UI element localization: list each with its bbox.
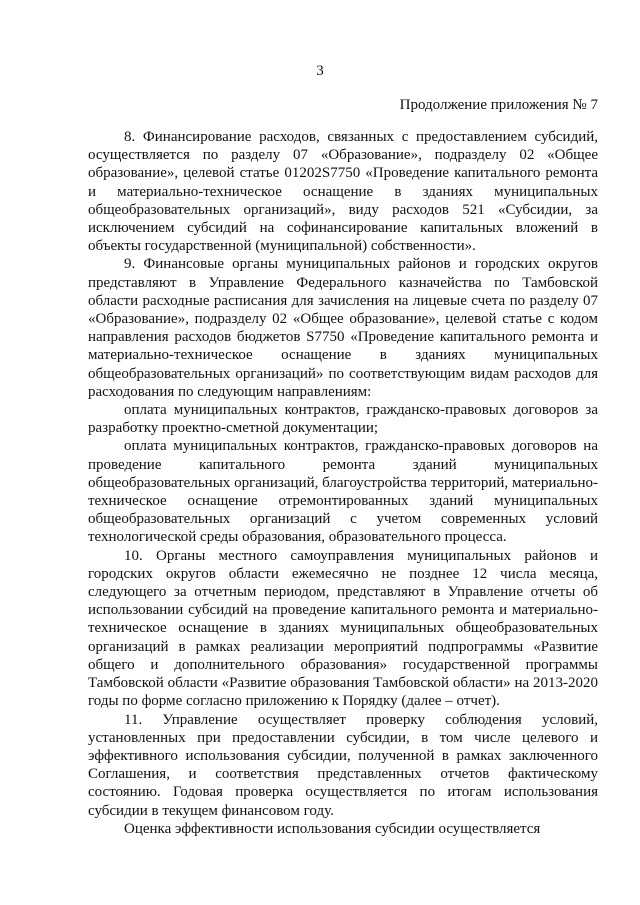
appendix-continuation-note: Продолжение приложения № 7 xyxy=(399,97,598,113)
paragraph-11: 11. Управление осуществляет проверку соблюдения условий, установленных при предоставлении субсидии, в том числе целевого и эффективного использования субсидии, полученной в рамках заключенного Соглашения, и соответствия представленных отчетов фактическому состоянию. Годовая проверка осуществляется по итогам использования субсидии в текущем финансовом году. xyxy=(88,711,598,819)
page-number: 3 xyxy=(316,63,324,79)
paragraph-9: 9. Финансовые органы муниципальных районов и городских округов представляют в Управление Федерального казначейства по Тамбовской области расходные расписания для зачисления на лицевые счета по разделу 07 «Образование», подразделу 02 «Общее образование», целевой статье с кодом направления расходов бюджетов S7750 «Проведение капитального ремонта и материально-техническое оснащение в зданиях муниципальных общеобразовательных организаций» по соответствующим видам расходов для расходования по следующим направлениям: xyxy=(88,256,598,400)
paragraph-9-item-2: оплата муниципальных контрактов, гражданско-правовых договоров на проведение капитального ремонта зданий муниципальных общеобразовательных организаций, благоустройства территорий, материально-техническое оснащение отремонтированных зданий муниципальных общеобразовательных организаций с учетом современных условий технологической среды образования, образовательного процесса. xyxy=(88,438,598,546)
paragraph-10: 10. Органы местного самоуправления муниципальных районов и городских округов области ежемесячно не позднее 12 числа месяца, следующего за отчетным периодом, представляют в Управление отчеты об использовании субсидий на проведение капитального ремонта и материально-техническое оснащение в зданиях муниципальных общеобразовательных организаций в рамках реализации мероприятий подпрограммы «Развитие общего и дополнительного образования» государственной программы Тамбовской области «Развитие образования Тамбовской области» на 2013-2020 годы по форме согласно приложению к Порядку (далее – отчет). xyxy=(88,547,598,710)
paragraph-8: 8. Финансирование расходов, связанных с предоставлением субсидий, осуществляется по разделу 07 «Образование», подразделу 02 «Общее образование», целевой статье 01202S7750 «Проведение капитального ремонта и материально-техническое оснащение в зданиях муниципальных общеобразовательных организаций», виду расходов 521 «Субсидии, за исключением субсидий на софинансирование капитальных вложений в объекты государственной (муниципальной) собственности». xyxy=(88,129,598,255)
document-body xyxy=(88,128,598,838)
paragraph-11-continuation: Оценка эффективности использования субсидии осуществляется xyxy=(124,820,541,837)
paragraph-9-item-1: оплата муниципальных контрактов, гражданско-правовых договоров за разработку проектно-сметной документации; xyxy=(88,402,598,437)
